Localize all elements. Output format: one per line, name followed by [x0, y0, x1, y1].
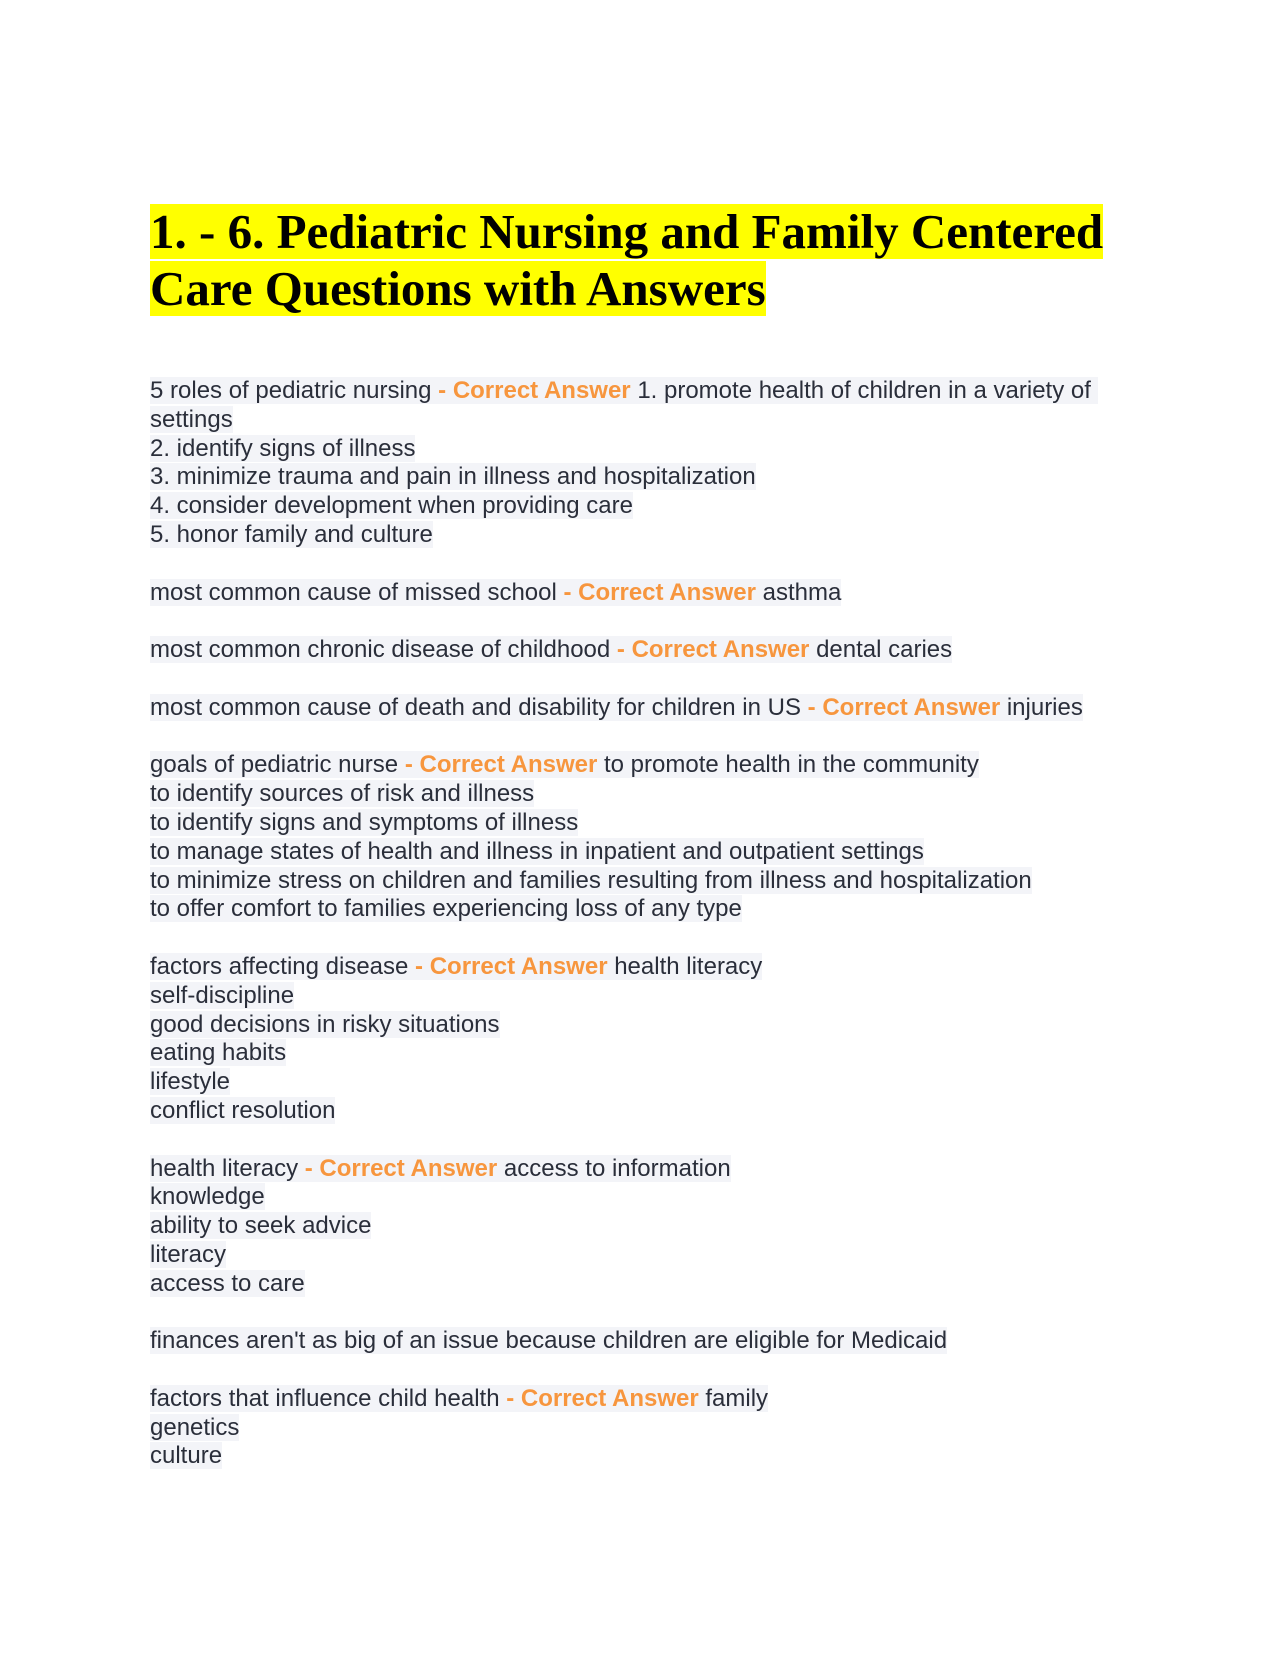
qa-item — [150, 1385, 1130, 1471]
answer-line-text: to offer comfort to families experiencing loss of any type — [150, 895, 742, 923]
question-answer-highlight — [150, 694, 1083, 721]
qa-item — [150, 694, 1130, 723]
correct-answer-label: - Correct Answer — [431, 377, 638, 404]
answer-line-text: 5. honor family and culture — [150, 520, 433, 548]
answer-line-text: access to care — [150, 1269, 305, 1297]
answer-line-text: to identify signs and symptoms of illness — [150, 808, 579, 836]
answer-line-text: 3. minimize trauma and pain in illness and hospitalization — [150, 463, 756, 491]
answer-line-text: genetics — [150, 1413, 240, 1441]
correct-answer-label: - Correct Answer — [556, 578, 763, 606]
answer-line — [150, 435, 1130, 464]
answer-line — [150, 1270, 1130, 1299]
answer-line — [150, 463, 1130, 492]
qa-first-line — [150, 751, 1130, 780]
answer-line — [150, 838, 1130, 867]
answer-line-text: to manage states of health and illness in inpatient and outpatient settings — [150, 837, 924, 865]
answer-line-text: eating habits — [150, 1039, 287, 1067]
qa-item — [150, 579, 1130, 608]
answer-line — [150, 1068, 1130, 1097]
answer-line — [150, 895, 1130, 924]
qa-item — [150, 377, 1130, 550]
answer-line — [150, 492, 1130, 521]
answer-line — [150, 982, 1130, 1011]
answer-line — [150, 1299, 1130, 1328]
answer-text: access to information — [503, 1154, 731, 1182]
answer-line-text: to minimize stress on children and families resulting from illness and hospitalization — [150, 866, 1032, 894]
answer-line — [150, 1183, 1130, 1212]
answer-line — [150, 1241, 1130, 1270]
question-answer-highlight — [150, 1155, 731, 1182]
answer-line — [150, 867, 1130, 896]
question-answer-highlight — [150, 953, 762, 980]
title-highlight: 1. - 6. Pediatric Nursing and Family Centered Care Questions with Answers — [150, 204, 1104, 316]
answer-line — [150, 1414, 1130, 1443]
question-text: most common cause of missed school — [150, 578, 557, 606]
answer-line — [150, 1442, 1130, 1471]
answer-line-text: self-discipline — [150, 981, 295, 1009]
answer-line — [150, 1212, 1130, 1241]
correct-answer-label: - Correct Answer — [801, 693, 1007, 721]
question-answer-highlight — [150, 377, 1098, 433]
answer-line-text: finances aren't as big of an issue because children are eligible for Medicaid — [150, 1327, 948, 1355]
qa-item — [150, 1155, 1130, 1357]
question-text: factors that influence child health — [150, 1384, 500, 1412]
answer-line — [150, 521, 1130, 550]
correct-answer-label: - Correct Answer — [408, 952, 615, 980]
answer-text: to promote health in the community — [603, 751, 979, 779]
question-text: health literacy — [150, 1154, 299, 1182]
answer-line-text: literacy — [150, 1240, 227, 1268]
answer-text: health literacy — [614, 952, 763, 980]
question-text: most common chronic disease of childhood — [150, 636, 611, 664]
qa-item — [150, 636, 1130, 665]
qa-list — [150, 377, 1130, 1471]
answer-line — [150, 1097, 1130, 1126]
question-text: goals of pediatric nurse — [150, 751, 399, 779]
qa-item — [150, 953, 1130, 1126]
document-page — [150, 203, 1130, 1500]
answer-line-text: 4. consider development when providing care — [150, 492, 633, 520]
qa-first-line — [150, 1385, 1130, 1414]
answer-text: dental caries — [816, 636, 953, 664]
answer-line — [150, 1011, 1130, 1040]
answer-line — [150, 809, 1130, 838]
question-text: most common cause of death and disability for children in US — [150, 693, 801, 721]
qa-item — [150, 751, 1130, 924]
correct-answer-label: - Correct Answer — [298, 1154, 504, 1182]
answer-line — [150, 1039, 1130, 1068]
question-answer-highlight — [150, 636, 952, 663]
qa-first-line — [150, 1155, 1130, 1184]
qa-first-line — [150, 953, 1130, 982]
answer-text: 1. promote health of children in a variety of settings — [150, 377, 1098, 433]
qa-first-line — [150, 377, 1130, 435]
answer-line-text: 2. identify signs of illness — [150, 434, 416, 462]
correct-answer-label: - Correct Answer — [398, 751, 604, 779]
answer-line-text: culture — [150, 1442, 223, 1470]
question-text: factors affecting disease — [150, 952, 409, 980]
answer-line-text: to identify sources of risk and illness — [150, 780, 535, 808]
answer-line-text: lifestyle — [150, 1068, 231, 1096]
correct-answer-label: - Correct Answer — [499, 1384, 706, 1412]
answer-line — [150, 1327, 1130, 1356]
answer-line — [150, 780, 1130, 809]
question-text: 5 roles of pediatric nursing — [150, 377, 432, 404]
qa-first-line — [150, 636, 1130, 665]
correct-answer-label: - Correct Answer — [610, 636, 817, 664]
question-answer-highlight — [150, 751, 979, 778]
question-answer-highlight — [150, 1385, 768, 1412]
document-title — [150, 203, 1130, 317]
question-answer-highlight — [150, 579, 841, 606]
qa-first-line — [150, 579, 1130, 608]
answer-line-text: conflict resolution — [150, 1096, 336, 1124]
answer-text: family — [705, 1384, 769, 1412]
answer-line-text: good decisions in risky situations — [150, 1010, 500, 1038]
answer-line-text: ability to seek advice — [150, 1212, 372, 1240]
answer-line-text: knowledge — [150, 1183, 265, 1211]
answer-text: asthma — [762, 578, 842, 606]
qa-first-line — [150, 694, 1130, 723]
answer-text: injuries — [1006, 693, 1083, 721]
